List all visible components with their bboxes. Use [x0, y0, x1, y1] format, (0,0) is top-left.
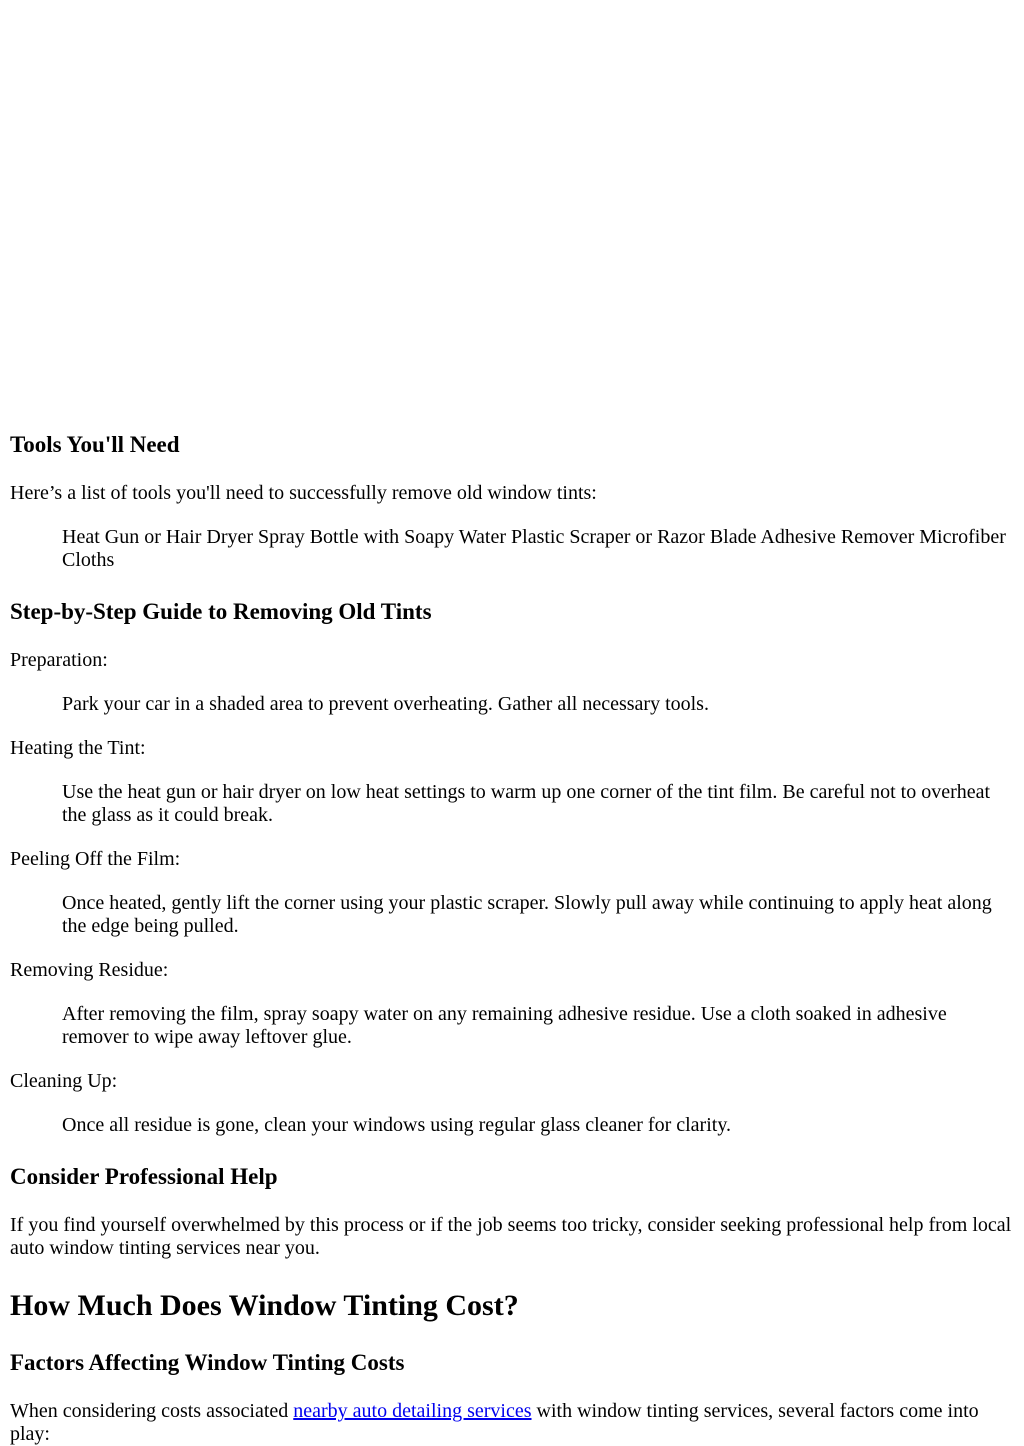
step-text-residue: After removing the film, spray soapy water on any remaining adhesive residue. Use a cloth soaked in adhesive remover to wipe away leftover glue. [62, 1003, 947, 1048]
step-label-residue: Removing Residue: [10, 959, 169, 981]
cost-factors-heading: Factors Affecting Window Tinting Costs [10, 1350, 405, 1375]
cost-intro-before-link: When considering costs associated [10, 1400, 294, 1422]
professional-heading: Consider Professional Help [10, 1164, 278, 1189]
step-label-cleaning: Cleaning Up: [10, 1070, 118, 1092]
tools-list: Heat Gun or Hair Dryer Spray Bottle with Soapy Water Plastic Scraper or Razor Blade Adhesive Remover Microfiber Cloths [62, 526, 1006, 571]
tools-intro: Here’s a list of tools you'll need to successfully remove old window tints: [10, 482, 597, 504]
cost-heading: How Much Does Window Tinting Cost? [10, 1289, 519, 1322]
step-text-peeling: Once heated, gently lift the corner using your plastic scraper. Slowly pull away while continuing to apply heat along the edge being pulled. [62, 892, 992, 937]
cost-intro-after-link: with window tinting services, several factors come into play: [10, 1400, 979, 1445]
step-label-heating: Heating the Tint: [10, 737, 146, 759]
step-text-heating: Use the heat gun or hair dryer on low heat settings to warm up one corner of the tint film. Be careful not to overheat the glass as it could break. [62, 781, 991, 826]
step-text-preparation: Park your car in a shaded area to prevent overheating. Gather all necessary tools. [62, 693, 709, 715]
blank-image-area [10, 0, 1014, 431]
step-text-cleaning: Once all residue is gone, clean your windows using regular glass cleaner for clarity. [62, 1114, 732, 1136]
step-label-peeling: Peeling Off the Film: [10, 848, 181, 870]
step-label-preparation: Preparation: [10, 649, 108, 671]
cost-intro [10, 1400, 1014, 1446]
guide-heading: Step-by-Step Guide to Removing Old Tints [10, 599, 432, 624]
article-content [10, 0, 1014, 1446]
professional-text: If you find yourself overwhelmed by this process or if the job seems too tricky, consider seeking professional help from local auto window tinting services near you. [10, 1214, 1012, 1259]
auto-detailing-link[interactable]: nearby auto detailing services [293, 1400, 532, 1422]
tools-heading: Tools You'll Need [10, 432, 180, 457]
